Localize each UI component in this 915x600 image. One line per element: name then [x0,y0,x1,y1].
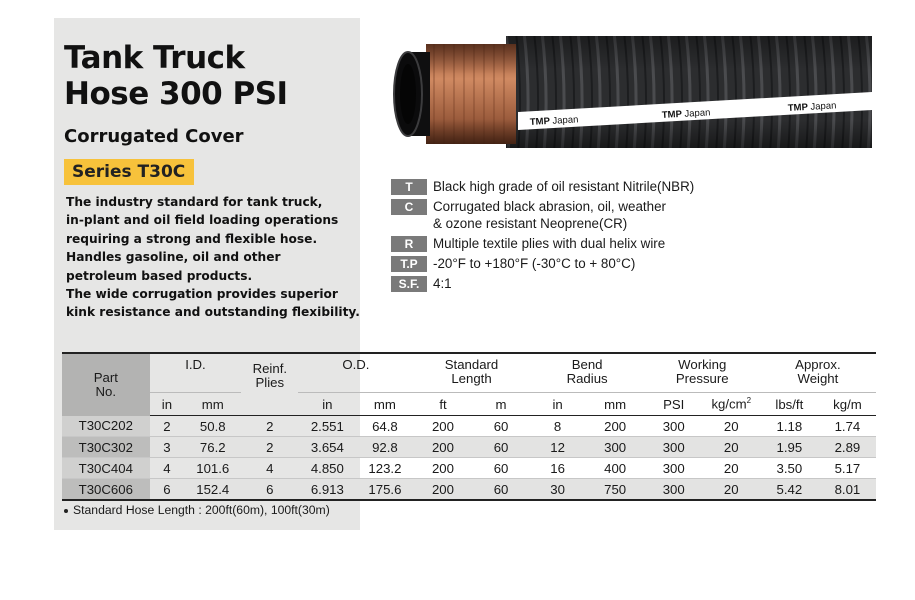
cell: 5.42 [760,479,819,501]
unit-bend-in: in [530,393,586,416]
spec-table [62,352,876,501]
cell: 4 [241,458,298,479]
header-standard-length [413,353,529,393]
unit-length-ft: ft [413,393,472,416]
cell: 123.2 [356,458,413,479]
hose-brand-logo: TMP [529,115,551,128]
header-working-pressure-line: Working [678,357,727,372]
cell: 60 [473,479,530,501]
cell: 4.850 [298,458,356,479]
cell: 300 [645,479,703,501]
cell-part-no: T30C302 [62,437,150,458]
cell: 5.17 [819,458,876,479]
cell: 2.89 [819,437,876,458]
header-od: O.D. [298,353,413,393]
cell: 2 [241,416,298,437]
header-approx-weight-line: Approx. [795,357,841,372]
header-reinf-plies-line: Reinf. [252,361,288,376]
hose-product-image [378,32,872,152]
footnote-text: Standard Hose Length : 200ft(60m), 100ft(30m) [73,503,330,517]
cell: 20 [703,479,760,501]
unit-weight-lbs: lbs/ft [760,393,819,416]
header-approx-weight-line: Weight [797,371,839,386]
cell: 4 [150,458,185,479]
spec-list [391,178,871,295]
unit-length-m: m [473,393,530,416]
cell: 101.6 [184,458,241,479]
header-part-no-line: Part [93,369,118,385]
description-line: in-plant and oil field loading operations [66,213,339,228]
title-line-1: Tank Truck [64,40,245,76]
cell: 6 [241,479,298,501]
header-part-no-line: No. [95,383,117,399]
spec-tag: R [391,236,427,252]
spec-row-temperature [391,255,871,272]
header-working-pressure [645,353,760,393]
unit-pressure-psi: PSI [645,393,703,416]
cell-part-no: T30C606 [62,479,150,501]
header-reinf-plies-line: Plies [255,375,285,390]
spec-row-tube [391,178,871,195]
cell: 2.551 [298,416,356,437]
description-line: kink resistance and outstanding flexibility. [66,305,360,320]
cell: 6.913 [298,479,356,501]
hose-brand-word: Japan [552,114,579,127]
cell: 12 [530,437,586,458]
cell: 8.01 [819,479,876,501]
cell: 60 [473,437,530,458]
cell: 200 [413,437,472,458]
header-approx-weight [760,353,876,393]
cell: 1.74 [819,416,876,437]
cell: 300 [645,437,703,458]
spec-tag: S.F. [391,276,427,292]
cell: 400 [586,458,645,479]
header-reinf-plies [241,353,298,416]
cell: 300 [645,416,703,437]
cell: 200 [413,479,472,501]
header-standard-length-line: Length [451,371,492,386]
description-line: Handles gasoline, oil and other [66,250,281,265]
hose-brand-logo: TMP [661,108,683,121]
header-part-no [62,353,150,416]
unit-od-mm: mm [356,393,413,416]
spec-text: -20°F to +180°F (-30°C to + 80°C) [433,256,636,271]
unit-bend-mm: mm [586,393,645,416]
cell: 200 [413,458,472,479]
spec-text: Corrugated black abrasion, oil, weather & ozone resistant Neoprene(CR) [433,199,666,231]
cell: 200 [586,416,645,437]
spec-text: Multiple textile plies with dual helix wire [433,236,666,251]
cell: 750 [586,479,645,501]
bullet-icon [64,509,68,513]
cell: 6 [150,479,185,501]
cell-part-no: T30C202 [62,416,150,437]
hose-brand-word: Japan [684,107,711,120]
unit-od-in: in [298,393,356,416]
cell: 30 [530,479,586,501]
unit-pressure-kg [703,393,760,416]
spec-row-cover [391,198,871,232]
cell: 1.95 [760,437,819,458]
spec-text: 4:1 [433,276,452,291]
cell-part-no: T30C404 [62,458,150,479]
spec-tag: T.P [391,256,427,272]
cell: 300 [586,437,645,458]
spec-row-reinforcement [391,235,871,252]
header-standard-length-line: Standard [444,357,499,372]
description-line: requiring a strong and flexible hose. [66,231,318,246]
footnote [64,503,330,517]
cell: 8 [530,416,586,437]
description-line: The wide corrugation provides superior [66,287,338,302]
page-title [64,40,288,112]
series-badge: Series T30C [64,159,194,185]
spec-tag: C [391,199,427,215]
cell: 3 [150,437,185,458]
cell: 175.6 [356,479,413,501]
unit-pressure-kg-exponent: 2 [746,396,752,406]
cell: 152.4 [184,479,241,501]
table-row [62,479,876,501]
cell: 2 [241,437,298,458]
cell: 3.50 [760,458,819,479]
header-bend-radius-line: Bend [571,357,603,372]
unit-id-in: in [150,393,185,416]
cell: 76.2 [184,437,241,458]
cell: 300 [645,458,703,479]
product-description [66,193,360,322]
cell: 16 [530,458,586,479]
description-line: The industry standard for tank truck, [66,195,323,209]
cell: 1.18 [760,416,819,437]
header-bend-radius-line: Radius [566,371,608,386]
cell: 20 [703,437,760,458]
cell: 2 [150,416,185,437]
header-bend-radius [530,353,645,393]
cell: 50.8 [184,416,241,437]
cell: 60 [473,416,530,437]
unit-pressure-kg-text: kg/cm [711,396,747,412]
spec-row-safety-factor [391,275,871,292]
table-row [62,458,876,479]
hose-brand-logo: TMP [787,101,809,114]
table-row [62,416,876,437]
subtitle: Corrugated Cover [64,126,244,147]
cell: 20 [703,416,760,437]
hose-brand-word: Japan [810,100,837,113]
cell: 20 [703,458,760,479]
title-line-2: Hose 300 PSI [64,76,288,112]
unit-id-mm: mm [184,393,241,416]
header-id: I.D. [150,353,242,393]
table-row [62,437,876,458]
cell: 200 [413,416,472,437]
spec-tag: T [391,179,427,195]
cell: 64.8 [356,416,413,437]
description-line: petroleum based products. [66,268,253,283]
unit-weight-kg: kg/m [819,393,876,416]
cell: 92.8 [356,437,413,458]
spec-text: Black high grade of oil resistant Nitrile(NBR) [433,179,695,194]
header-working-pressure-line: Pressure [675,371,729,386]
cell: 60 [473,458,530,479]
cell: 3.654 [298,437,356,458]
